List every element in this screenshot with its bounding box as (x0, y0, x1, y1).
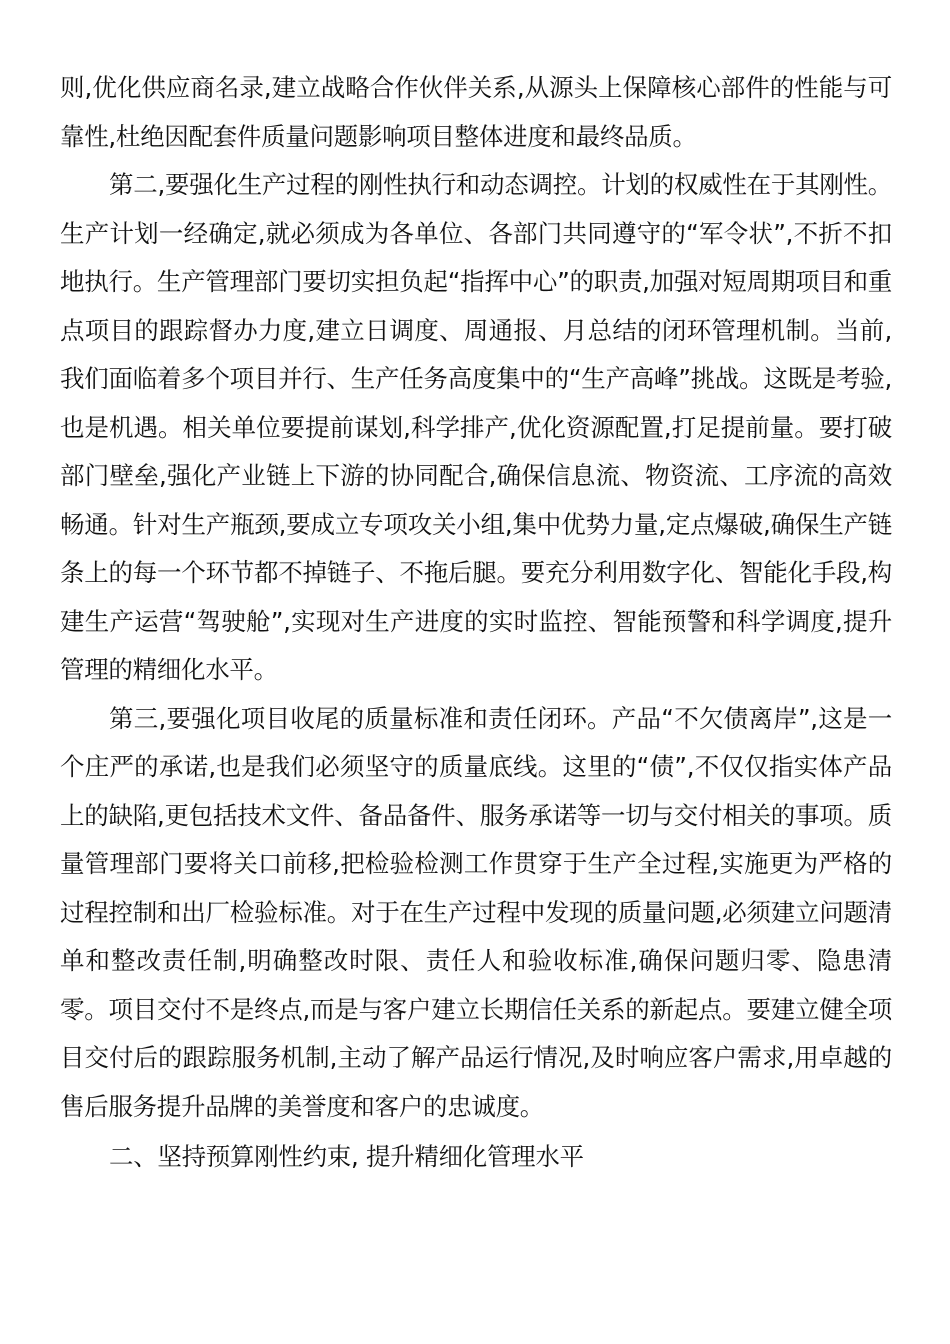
paragraph-second-point: 第二,要强化生产过程的刚性执行和动态调控。计划的权威性在于其刚性。生产计划一经确定,就必须成为各单位、各部门共同遵守的“军令状”,不折不扣地执行。生产管理部门要切实担负起“指挥中心”的职责,加强对短周期项目和重点项目的跟踪督办力度,建立日调度、周通报、月总结的闭环管理机制。当前,我们面临着多个项目并行、生产任务高度集中的“生产高峰”挑战。这既是考验,也是机遇。相关单位要提前谋划,科学排产,优化资源配置,打足提前量。要打破部门壁垒,强化产业链上下游的协同配合,确保信息流、物资流、工序流的高效畅通。针对生产瓶颈,要成立专项攻关小组,集中优势力量,定点爆破,确保生产链条上的每一个环节都不掉链子、不拖后腿。要充分利用数字化、智能化手段,构建生产运营“驾驶舱”,实现对生产进度的实时监控、智能预警和科学调度,提升管理的精细化水平。 (60, 170, 892, 684)
paragraph-third-point: 第三,要强化项目收尾的质量标准和责任闭环。产品“不欠债离岸”,这是一个庄严的承诺,也是我们必须坚守的质量底线。这里的“债”,不仅仅指实体产品上的缺陷,更包括技术文件、备品备件、服务承诺等一切与交付相关的事项。质量管理部门要将关口前移,把检验检测工作贯穿于生产全过程,实施更为严格的过程控制和出厂检验标准。对于在生产过程中发现的质量问题,必须建立问题清单和整改责任制,明确整改时限、责任人和验收标准,确保问题归零、隐患清零。项目交付不是终点,而是与客户建立长期信任关系的新起点。要建立健全项目交付后的跟踪服务机制,主动了解产品运行情况,及时响应客户需求,用卓越的售后服务提升品牌的美誉度和客户的忠诚度。 (60, 703, 892, 1121)
paragraph-continuation: 则,优化供应商名录,建立战略合作伙伴关系,从源头上保障核心部件的性能与可靠性,杜绝因配套件质量问题影响项目整体进度和最终品质。 (60, 73, 892, 151)
document-page (60, 64, 892, 1182)
section-heading: 二、坚持预算刚性约束, 提升精细化管理水平 (109, 1142, 584, 1171)
